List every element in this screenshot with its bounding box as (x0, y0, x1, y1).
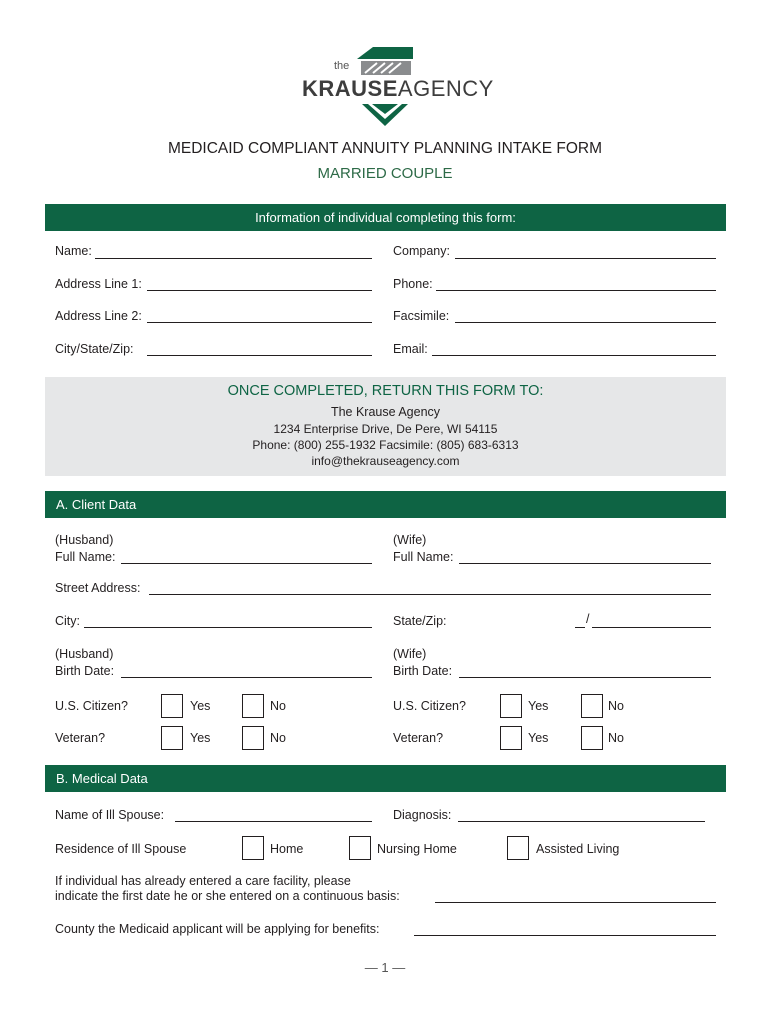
diagnosis-label: Diagnosis: (393, 808, 452, 822)
logo-wordmark (302, 76, 494, 102)
residence-home-label: Home (270, 842, 304, 856)
wife-citizen-yes-label: Yes (528, 699, 549, 713)
state-zip-slash: / (586, 612, 590, 626)
shield-logo-icon (355, 45, 415, 79)
phone-field[interactable] (436, 290, 716, 291)
wife-birth-tag: (Wife) (393, 647, 427, 661)
facsimile-field[interactable] (455, 322, 716, 323)
street-address-field[interactable] (149, 594, 711, 595)
residence-label: Residence of Ill Spouse (55, 842, 187, 856)
wife-veteran-label: Veteran? (393, 731, 444, 745)
husband-tag: (Husband) (55, 533, 114, 547)
medical-section-heading: B. Medical Data (45, 765, 726, 792)
state-zip-label: State/Zip: (393, 614, 447, 628)
husband-full-name-field[interactable] (121, 563, 372, 564)
husband-citizen-yes-checkbox[interactable] (161, 694, 183, 718)
husband-veteran-yes-checkbox[interactable] (161, 726, 183, 750)
husband-veteran-label: Veteran? (55, 731, 106, 745)
wife-veteran-no-label: No (608, 731, 624, 745)
county-label: County the Medicaid applicant will be applying for benefits: (55, 922, 380, 936)
zip-field[interactable] (592, 627, 711, 628)
page-number: — 1 — (364, 960, 406, 975)
logo-agency: AGENCY (397, 76, 494, 101)
logo-krause: KRAUSE (302, 76, 398, 101)
husband-birth-date-field[interactable] (121, 677, 372, 678)
husband-veteran-no-label: No (270, 731, 286, 745)
wife-veteran-yes-label: Yes (528, 731, 549, 745)
residence-nursing-checkbox[interactable] (349, 836, 371, 860)
husband-veteran-no-checkbox[interactable] (242, 726, 264, 750)
care-facility-date-field[interactable] (435, 902, 716, 903)
residence-assisted-label: Assisted Living (536, 842, 620, 856)
wife-veteran-no-checkbox[interactable] (581, 726, 603, 750)
return-email: info@thekrauseagency.com (311, 454, 460, 468)
husband-veteran-yes-label: Yes (190, 731, 211, 745)
address1-label: Address Line 1: (55, 277, 142, 291)
residence-home-checkbox[interactable] (242, 836, 264, 860)
chevron-logo-icon (360, 102, 410, 130)
return-info-box (45, 377, 726, 476)
wife-birth-date-label: Birth Date: (393, 664, 453, 678)
ill-spouse-field[interactable] (175, 821, 372, 822)
husband-citizen-label: U.S. Citizen? (55, 699, 128, 713)
county-field[interactable] (414, 935, 716, 936)
street-address-label: Street Address: (55, 581, 141, 595)
facsimile-label: Facsimile: (393, 309, 450, 323)
city-field[interactable] (84, 627, 372, 628)
wife-citizen-yes-checkbox[interactable] (500, 694, 522, 718)
husband-citizen-no-label: No (270, 699, 286, 713)
diagnosis-field[interactable] (458, 821, 705, 822)
city-state-zip-field[interactable] (147, 355, 372, 356)
wife-full-name-field[interactable] (459, 563, 711, 564)
return-phone-fax: Phone: (800) 255-1932 Facsimile: (805) 683-6313 (252, 438, 519, 452)
form-title: MEDICAID COMPLIANT ANNUITY PLANNING INTAKE FORM (167, 140, 603, 157)
wife-veteran-yes-checkbox[interactable] (500, 726, 522, 750)
city-state-zip-label: City/State/Zip: (55, 342, 134, 356)
client-section-heading: A. Client Data (45, 491, 726, 518)
state-field[interactable] (575, 627, 585, 628)
residence-assisted-checkbox[interactable] (507, 836, 529, 860)
address1-field[interactable] (147, 290, 372, 291)
company-field[interactable] (455, 258, 716, 259)
city-label: City: (55, 614, 80, 628)
return-agency-name: The Krause Agency (330, 405, 441, 419)
husband-citizen-yes-label: Yes (190, 699, 211, 713)
care-facility-line1: If individual has already entered a care facility, please (55, 874, 351, 888)
wife-citizen-no-label: No (608, 699, 624, 713)
phone-label: Phone: (393, 277, 433, 291)
return-address: 1234 Enterprise Drive, De Pere, WI 54115 (273, 422, 498, 436)
husband-birth-tag: (Husband) (55, 647, 114, 661)
husband-birth-date-label: Birth Date: (55, 664, 115, 678)
husband-full-name-label: Full Name: (55, 550, 116, 564)
form-subtitle: MARRIED COUPLE (317, 165, 453, 182)
address2-field[interactable] (147, 322, 372, 323)
wife-citizen-no-checkbox[interactable] (581, 694, 603, 718)
ill-spouse-label: Name of Ill Spouse: (55, 808, 165, 822)
care-facility-line2: indicate the first date he or she entered on a continuous basis: (55, 889, 400, 903)
wife-citizen-label: U.S. Citizen? (393, 699, 466, 713)
husband-citizen-no-checkbox[interactable] (242, 694, 264, 718)
wife-full-name-label: Full Name: (393, 550, 454, 564)
wife-tag: (Wife) (393, 533, 427, 547)
email-field[interactable] (432, 355, 716, 356)
residence-nursing-label: Nursing Home (377, 842, 457, 856)
name-label: Name: (55, 244, 92, 258)
info-section-heading: Information of individual completing this form: (45, 204, 726, 231)
company-label: Company: (393, 244, 450, 258)
return-heading: ONCE COMPLETED, RETURN THIS FORM TO: (227, 383, 544, 399)
logo-the: the (334, 60, 350, 72)
name-field[interactable] (95, 258, 372, 259)
address2-label: Address Line 2: (55, 309, 142, 323)
wife-birth-date-field[interactable] (459, 677, 711, 678)
email-label: Email: (393, 342, 428, 356)
